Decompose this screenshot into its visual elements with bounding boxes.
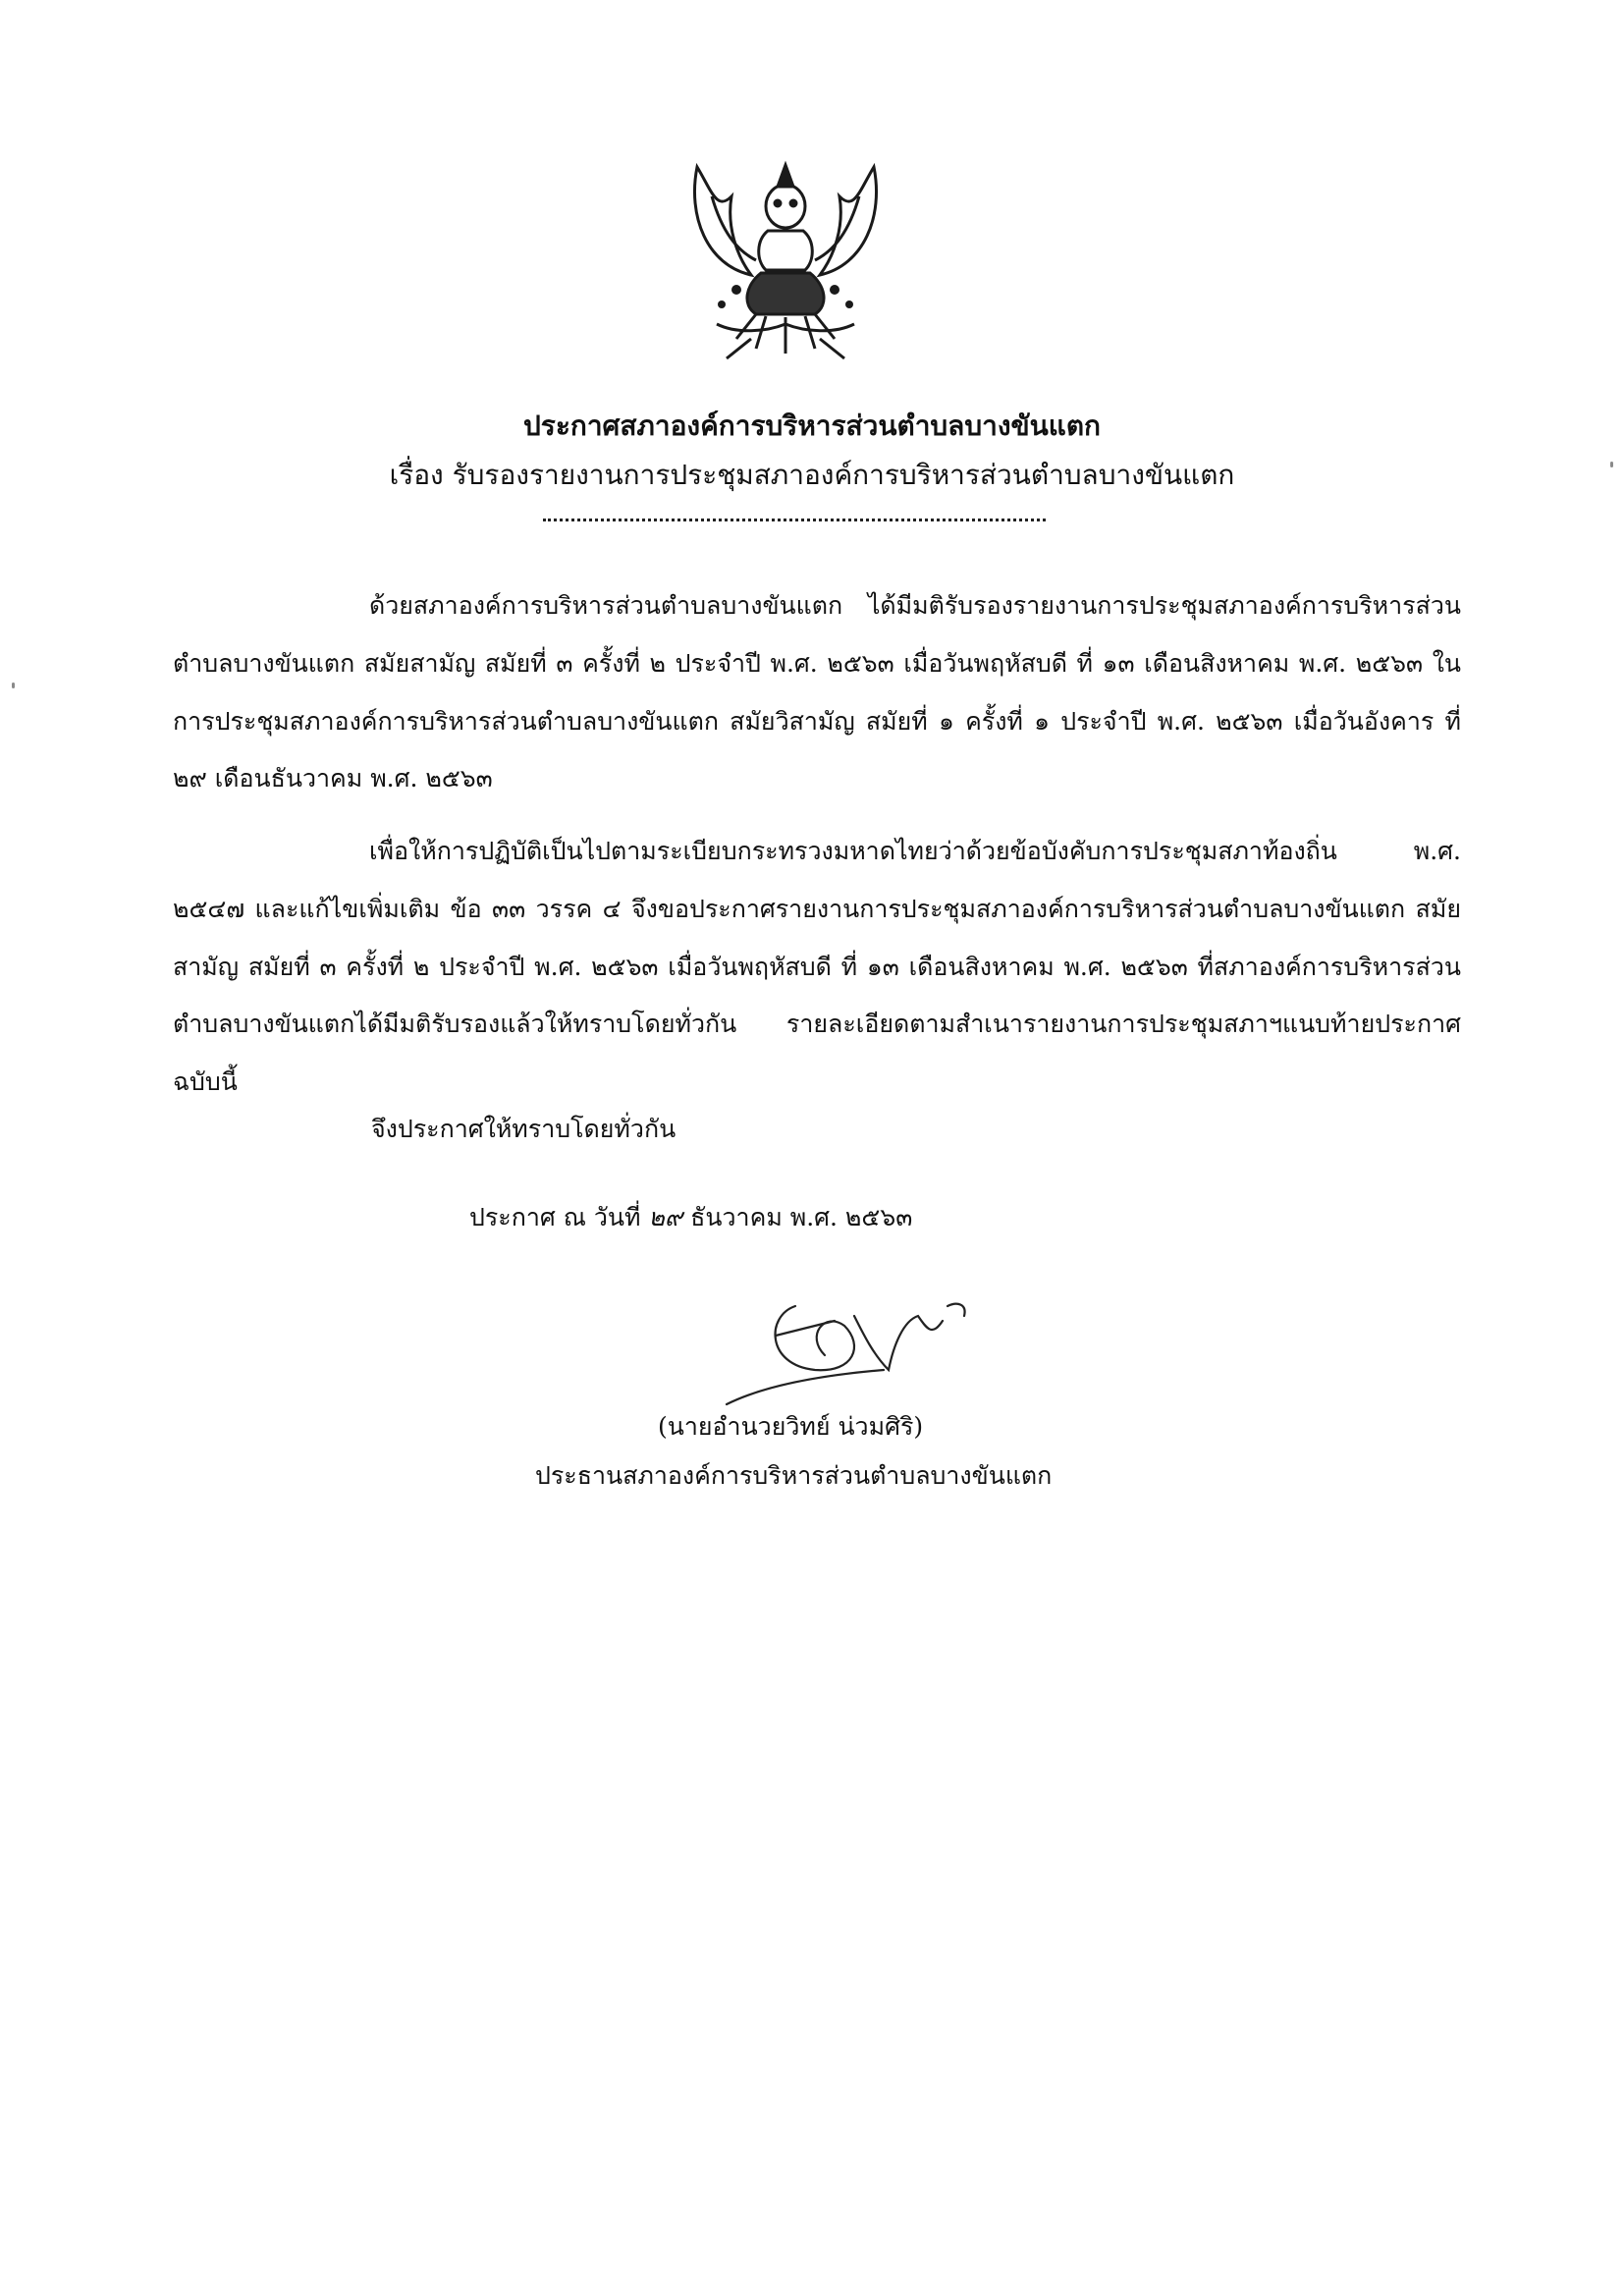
date-prefix: ประกาศ ณ วันที่ xyxy=(469,1203,641,1231)
body-paragraph-2: เพื่อให้การปฏิบัติเป็นไปตามระเบียบกระทรวงมหาดไทยว่าด้วยข้อบังคับการประชุมสภาท้องถิ่น พ.ศ. ๒๕๔๗ และแก้ไขเพิ่มเติม ข้อ ๓๓ วรรค ๔ จึงขอประกาศรายงานการประชุมสภาองค์การบริหารส่วนตำบลบางขันแตก สมัยสามัญ สมัยที่ ๓ ครั้งที่ ๒ ประจำปี พ.ศ. ๒๕๖๓ เมื่อวันพฤหัสบดี ที่ ๑๓ เดือนสิงหาคม พ.ศ. ๒๕๖๓ ที่สภาองค์การบริหารส่วนตำบลบางขันแตกได้มีมติรับรองแล้วให้ทราบโดยทั่วกัน รายละเอียดตามสำเนารายงานการประชุมสภาฯแนบท้ายประกาศฉบับนี้ xyxy=(173,837,1461,1097)
date-month-year: ธันวาคม พ.ศ. ๒๕๖๓ xyxy=(690,1203,913,1231)
announcement-date xyxy=(469,1198,912,1237)
announcement-line: จึงประกาศให้ทราบโดยทั่วกัน xyxy=(371,1115,677,1143)
signatory-name: (นายอำนวยวิทย์ น่วมศิริ) xyxy=(658,1412,924,1441)
date-day: ๒๙ xyxy=(648,1203,683,1231)
document-title: ประกาศสภาองค์การบริหารส่วนตำบลบางขันแตก xyxy=(523,410,1101,442)
scan-speck xyxy=(1610,462,1613,467)
scan-speck xyxy=(12,683,15,688)
document-subject: เรื่อง รับรองรายงานการประชุมสภาองค์การบริหารส่วนตำบลบางขันแตก xyxy=(389,459,1235,491)
handwritten-signature xyxy=(707,1277,992,1414)
signatory-position: ประธานสภาองค์การบริหารส่วนตำบลบางขันแตก xyxy=(535,1461,1053,1490)
garuda-emblem-icon xyxy=(677,157,893,368)
dotted-divider xyxy=(543,519,1046,521)
body-paragraph-1: ด้วยสภาองค์การบริหารส่วนตำบลบางขันแตก ได้มีมติรับรองรายงานการประชุมสภาองค์การบริหารส่วนตำบลบางขันแตก สมัยสามัญ สมัยที่ ๓ ครั้งที่ ๒ ประจำปี พ.ศ. ๒๕๖๓ เมื่อวันพฤหัสบดี ที่ ๑๓ เดือนสิงหาคม พ.ศ. ๒๕๖๓ ในการประชุมสภาองค์การบริหารส่วนตำบลบางขันแตก สมัยวิสามัญ สมัยที่ ๑ ครั้งที่ ๑ ประจำปี พ.ศ. ๒๕๖๓ เมื่อวันอังคาร ที่ ๒๙ เดือนธันวาคม พ.ศ. ๒๕๖๓ xyxy=(173,591,1461,793)
